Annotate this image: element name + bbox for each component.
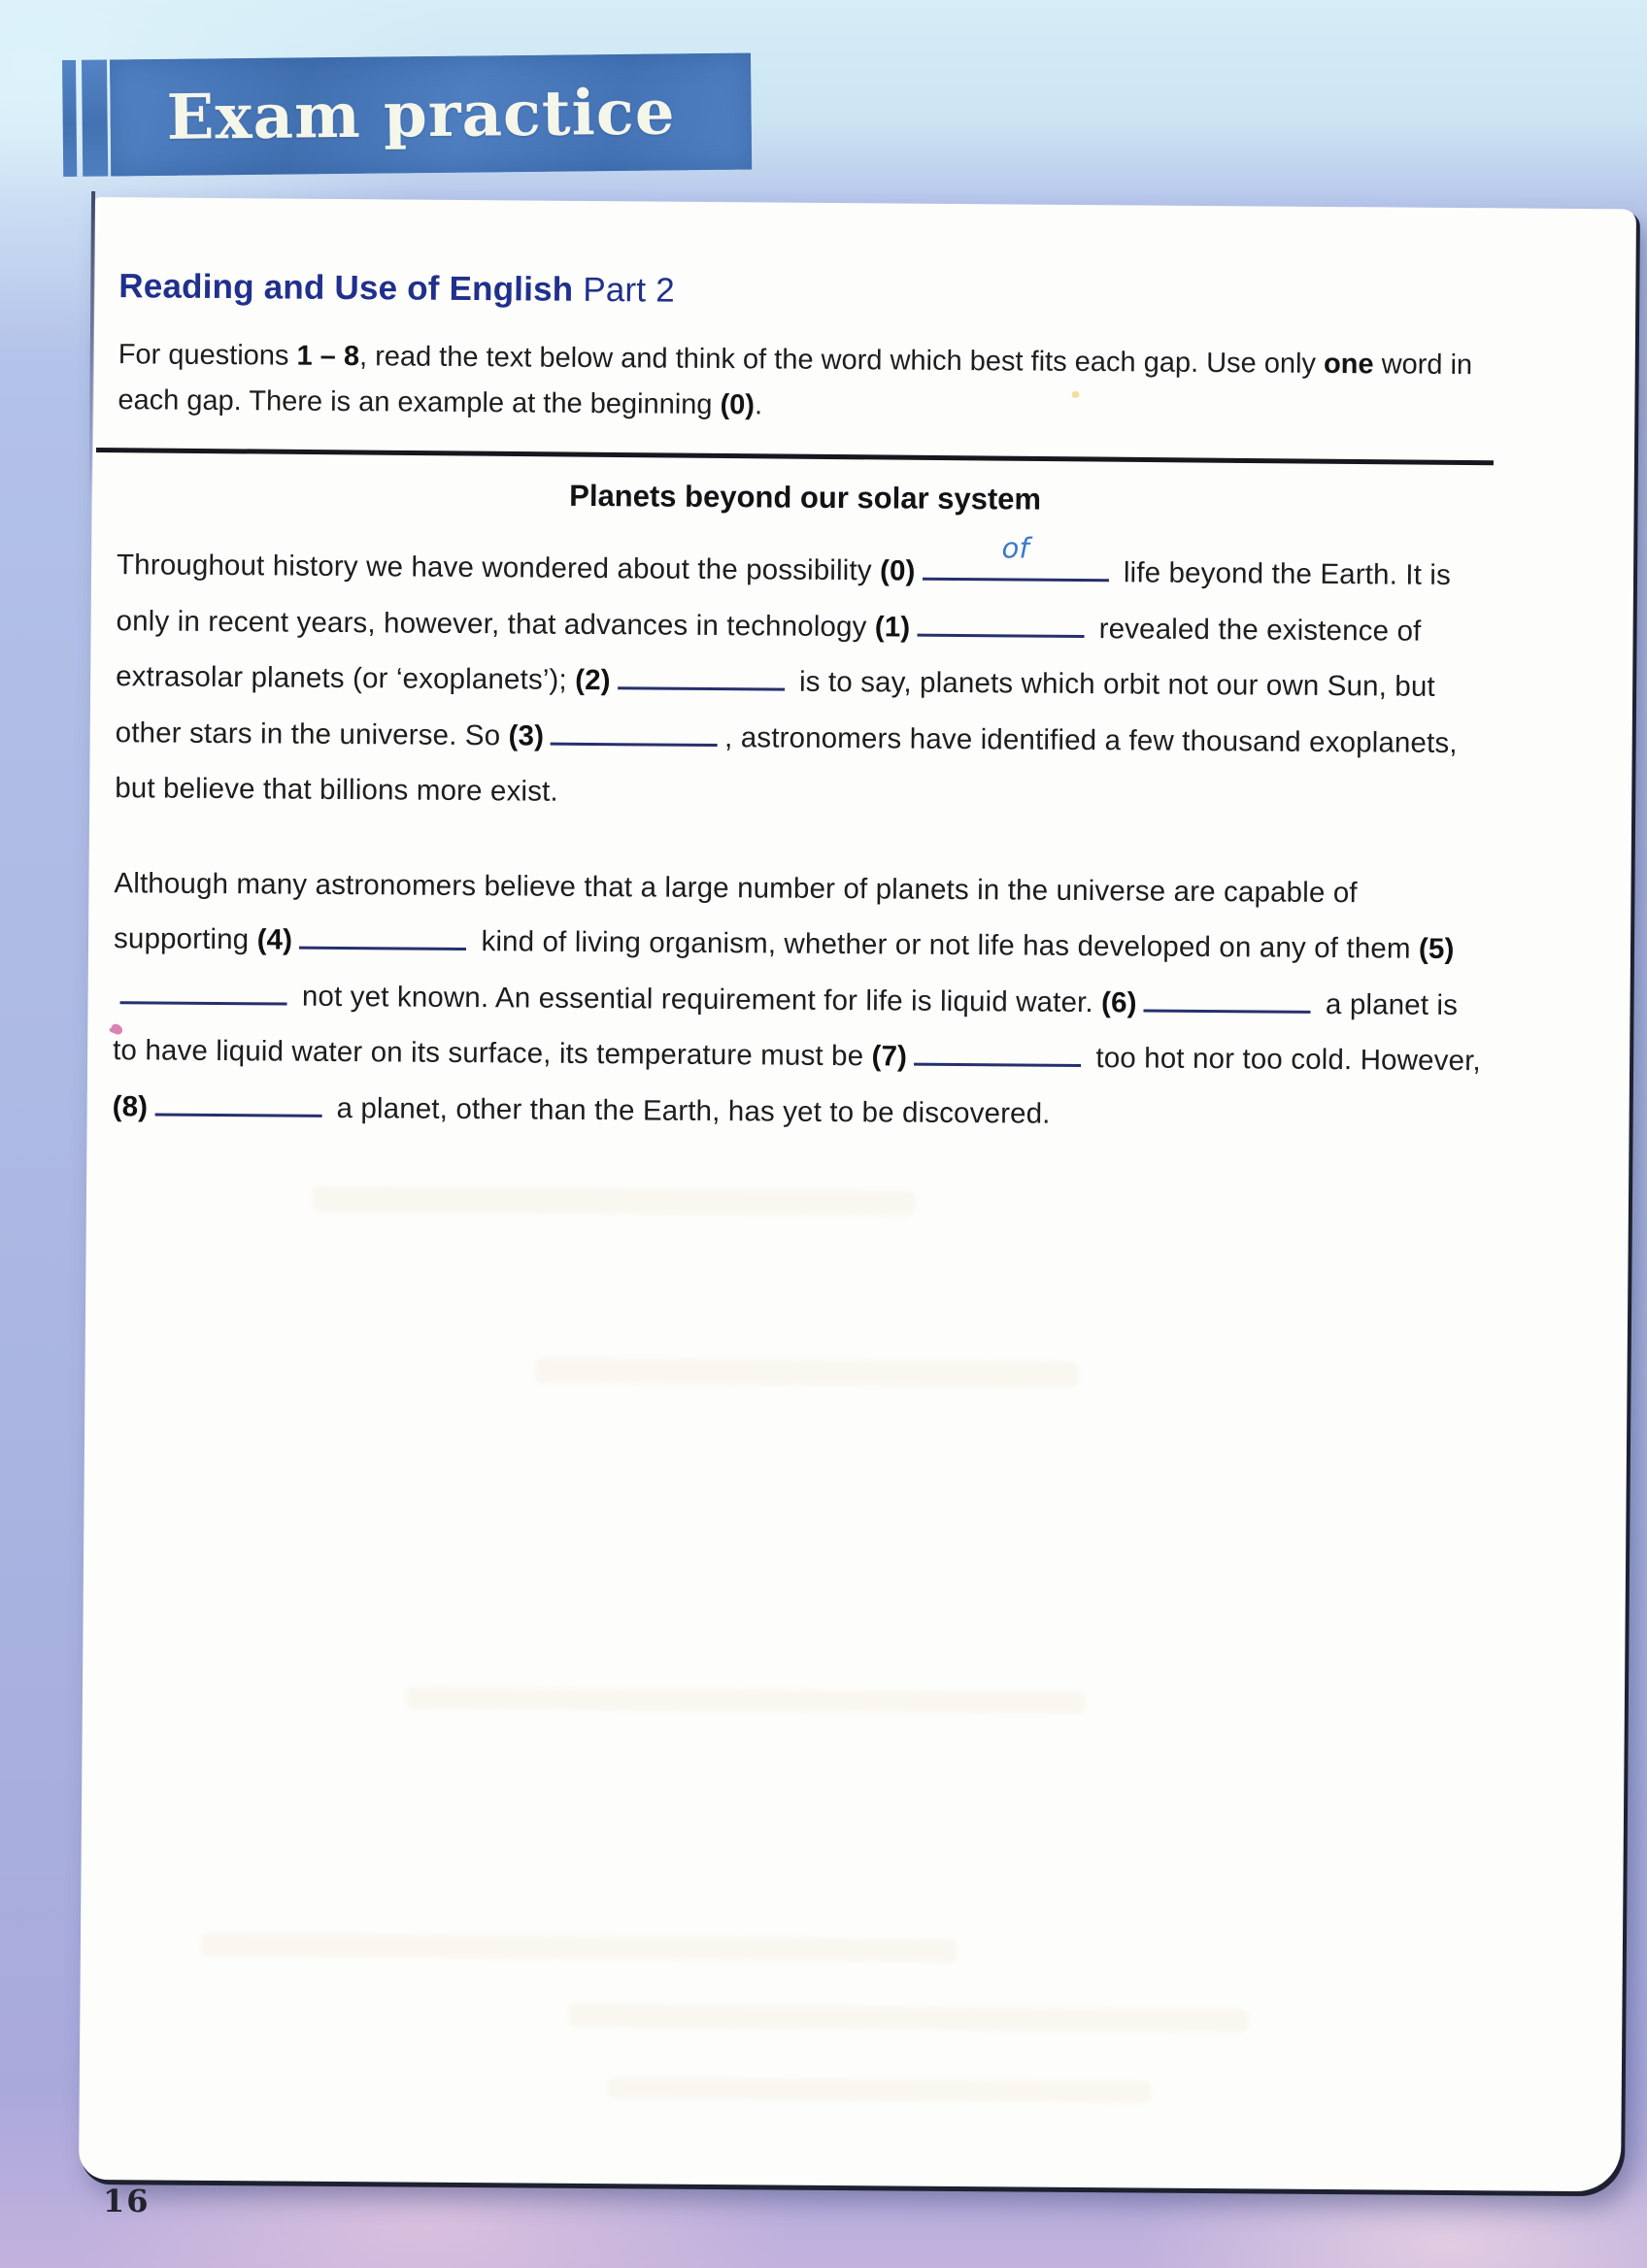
answer-blank-0[interactable] (922, 530, 1108, 582)
worksheet-page (79, 197, 1636, 2191)
bold-inline: (3) (508, 718, 545, 752)
handwritten-answer: of (1001, 530, 1030, 565)
bold-inline: one (1323, 348, 1374, 381)
answer-blank-5[interactable] (120, 972, 287, 1005)
exam-practice-banner (110, 53, 752, 177)
divider-rule (96, 448, 1494, 465)
banner-stripe-icon (62, 60, 77, 177)
bold-inline: (2) (575, 663, 611, 697)
bleedthrough-smudge (568, 2004, 1248, 2032)
section-title: Reading and Use of English (118, 267, 574, 309)
passage-title: Planets beyond our solar system (569, 478, 1042, 517)
page-content (86, 197, 1636, 1146)
passage-paragraph-2: Although many astronomers believe that a large number of planets in the universe are capable of supporting (4) kind of living organism, whether or not life has developed on any of them (5) not yet known. An essential requirement for life is liquid water. (6) a planet is to have liquid water on its surface, its temperature must be (7) too hot nor too cold. However, (8) a planet, other than the Earth, has yet to be discovered. (112, 866, 1481, 1130)
bold-inline: (7) (871, 1040, 908, 1073)
bold-inline: 1 – 8 (296, 340, 360, 373)
yellow-speck (1071, 391, 1079, 398)
bold-inline: (5) (1418, 932, 1455, 965)
banner-stripe-icon (82, 60, 108, 177)
bleedthrough-smudge (200, 1933, 958, 1962)
passage-paragraph-1: Throughout history we have wondered about the possibility (0) of life beyond the Earth. It is only in recent years, however, that advances in technology (1) revealed the existence of extrasolar planets (or ‘exoplanets’); (2) is to say, planets which orbit not our own Sun, but other stars in the universe. So (3) , astronomers have identified a few thousand exoplanets, but believe that billions more exist. (115, 537, 1493, 827)
bold-inline: (4) (256, 923, 293, 956)
answer-blank-7[interactable] (914, 1034, 1081, 1067)
bold-inline: (0) (879, 554, 916, 587)
bleedthrough-smudge (607, 2077, 1151, 2102)
answer-blank-6[interactable] (1144, 980, 1311, 1013)
bold-inline: (0) (720, 389, 756, 421)
bleedthrough-smudge (313, 1186, 915, 1217)
answer-blank-2[interactable] (618, 658, 785, 691)
instructions-text: For questions 1 – 8, read the text below and think of the word which best fits each gap. Use only one word in each gap. There is an example at the beginning (0). (118, 339, 1473, 421)
answer-blank-1[interactable] (917, 605, 1084, 638)
bleedthrough-smudge (406, 1687, 1086, 1714)
bold-inline: (6) (1101, 985, 1137, 1018)
page-number: 16 (103, 2183, 151, 2219)
answer-blank-8[interactable] (154, 1084, 321, 1117)
banner-group (62, 53, 752, 177)
section-heading (118, 267, 1495, 317)
banner-title: Exam practice (166, 75, 676, 154)
gap-fill-passage (112, 530, 1493, 1145)
answer-blank-4[interactable] (299, 917, 466, 951)
bold-inline: (1) (874, 610, 911, 644)
bleedthrough-smudge (534, 1358, 1078, 1387)
bold-inline: (8) (112, 1089, 149, 1122)
answer-blank-3[interactable] (551, 714, 718, 747)
part-label: Part 2 (583, 270, 676, 310)
